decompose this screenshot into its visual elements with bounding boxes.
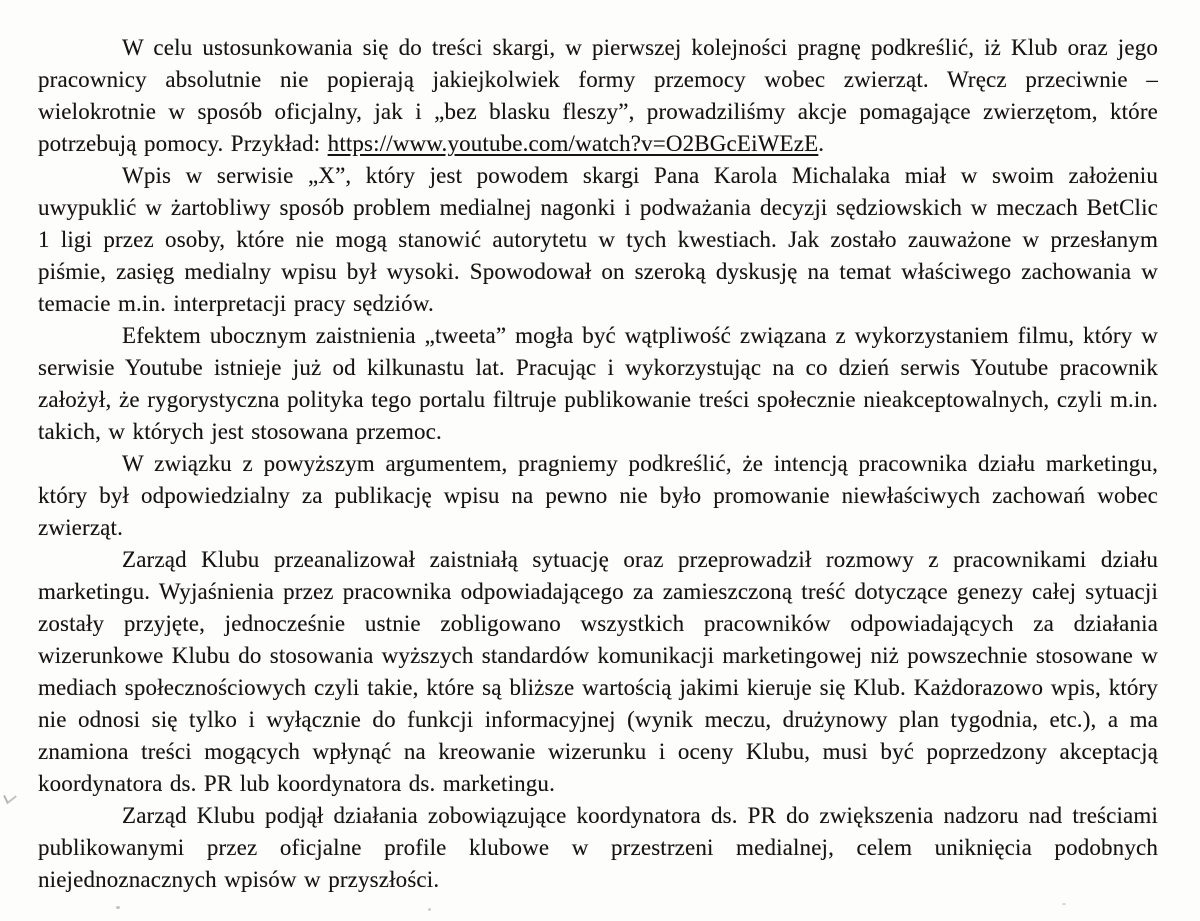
paragraph-text: W celu ustosunkowania się do treści skargi, w pierwszej kolejności pragnę podkreślić, iż Klub oraz jego pracownicy absolutnie nie popierają jakiejkolwiek formy przemocy wobec zwierząt. Wręcz przeciwnie – wielokrotnie w sposób oficjalny, jak i „bez blasku fleszy”, prowadziliśmy akcje pomagające zwierzętom, które potrzebują pomocy. Przykład: (38, 35, 1158, 156)
scan-artifact (1062, 903, 1066, 905)
paragraph-tweet-context: Wpis w serwisie „X”, który jest powodem skargi Pana Karola Michalaka miał w swoim założeniu uwypuklić w żartobliwy sposób problem medialnej nagonki i podważania decyzji sędziowskich w meczach BetClic 1 ligi przez osoby, które nie mogą stanowić autorytetu w tych kwestiach. Jak zostało zauważone w przesłanym piśmie, zasięg medialny wpisu był wysoki. Spowodował on szeroką dyskusję na temat właściwego zachowania w temacie m.in. interpretacji pracy sędziów. (38, 163, 1158, 316)
paragraph-board-analysis: Zarząd Klubu przeanalizował zaistniałą sytuację oraz przeprowadził rozmowy z pracownikami działu marketingu. Wyjaśnienia przez pracownika odpowiadającego za zamieszczoną treść dotyczące genezy całej sytuacji zostały przyjęte, jednocześnie ustnie zobligowano wszystkich pracowników odpowiadających za działania wizerunkowe Klubu do stosowania wyższych standardów komunikacji marketingowej niż powszechnie stosowane w mediach społecznościowych czyli takie, które są bliższe wartością jakimi kieruje się Klub. Każdorazowo wpis, który nie odnosi się tylko i wyłącznie do funkcji informacyjnej (wynik meczu, drużynowy plan tygodnia, etc.), a ma znamiona treści mogących wpłynąć na kreowanie wizerunku i oceny Klubu, musi być poprzedzony akceptacją koordynatora ds. PR lub koordynatora ds. marketingu. (38, 547, 1158, 796)
paragraph-intention: W związku z powyższym argumentem, pragniemy podkreślić, że intencją pracownika działu marketingu, który był odpowiedzialny za publikację wpisu na pewno nie było promowanie niewłaściwych zachowań wobec zwierząt. (38, 451, 1158, 540)
scan-artifact (3, 789, 16, 805)
scan-artifact (116, 906, 120, 909)
scan-artifact (428, 908, 431, 911)
document-body (38, 32, 1158, 896)
paragraph-text: . (818, 131, 825, 156)
paragraph-board-actions: Zarząd Klubu podjął działania zobowiązujące koordynatora ds. PR do zwiększenia nadzoru nad treściami publikowanymi przez oficjalne profile klubowe w przestrzeni medialnej, celem uniknięcia podobnych niejednoznacznych wpisów w przyszłości. (38, 803, 1158, 892)
youtube-link[interactable]: https://www.youtube.com/watch?v=O2BGcEiWEzE (327, 131, 819, 156)
paragraph-side-effect: Efektem ubocznym zaistnienia „tweeta” mogła być wątpliwość związana z wykorzystaniem filmu, który w serwisie Youtube istnieje już od kilkunastu lat. Pracując i wykorzystując na co dzień serwis Youtube pracownik założył, że rygorystyczna polityka tego portalu filtruje publikowanie treści społecznie nieakceptowalnych, czyli m.in. takich, w których jest stosowana przemoc. (38, 323, 1158, 444)
paragraph-intro (38, 32, 1158, 160)
